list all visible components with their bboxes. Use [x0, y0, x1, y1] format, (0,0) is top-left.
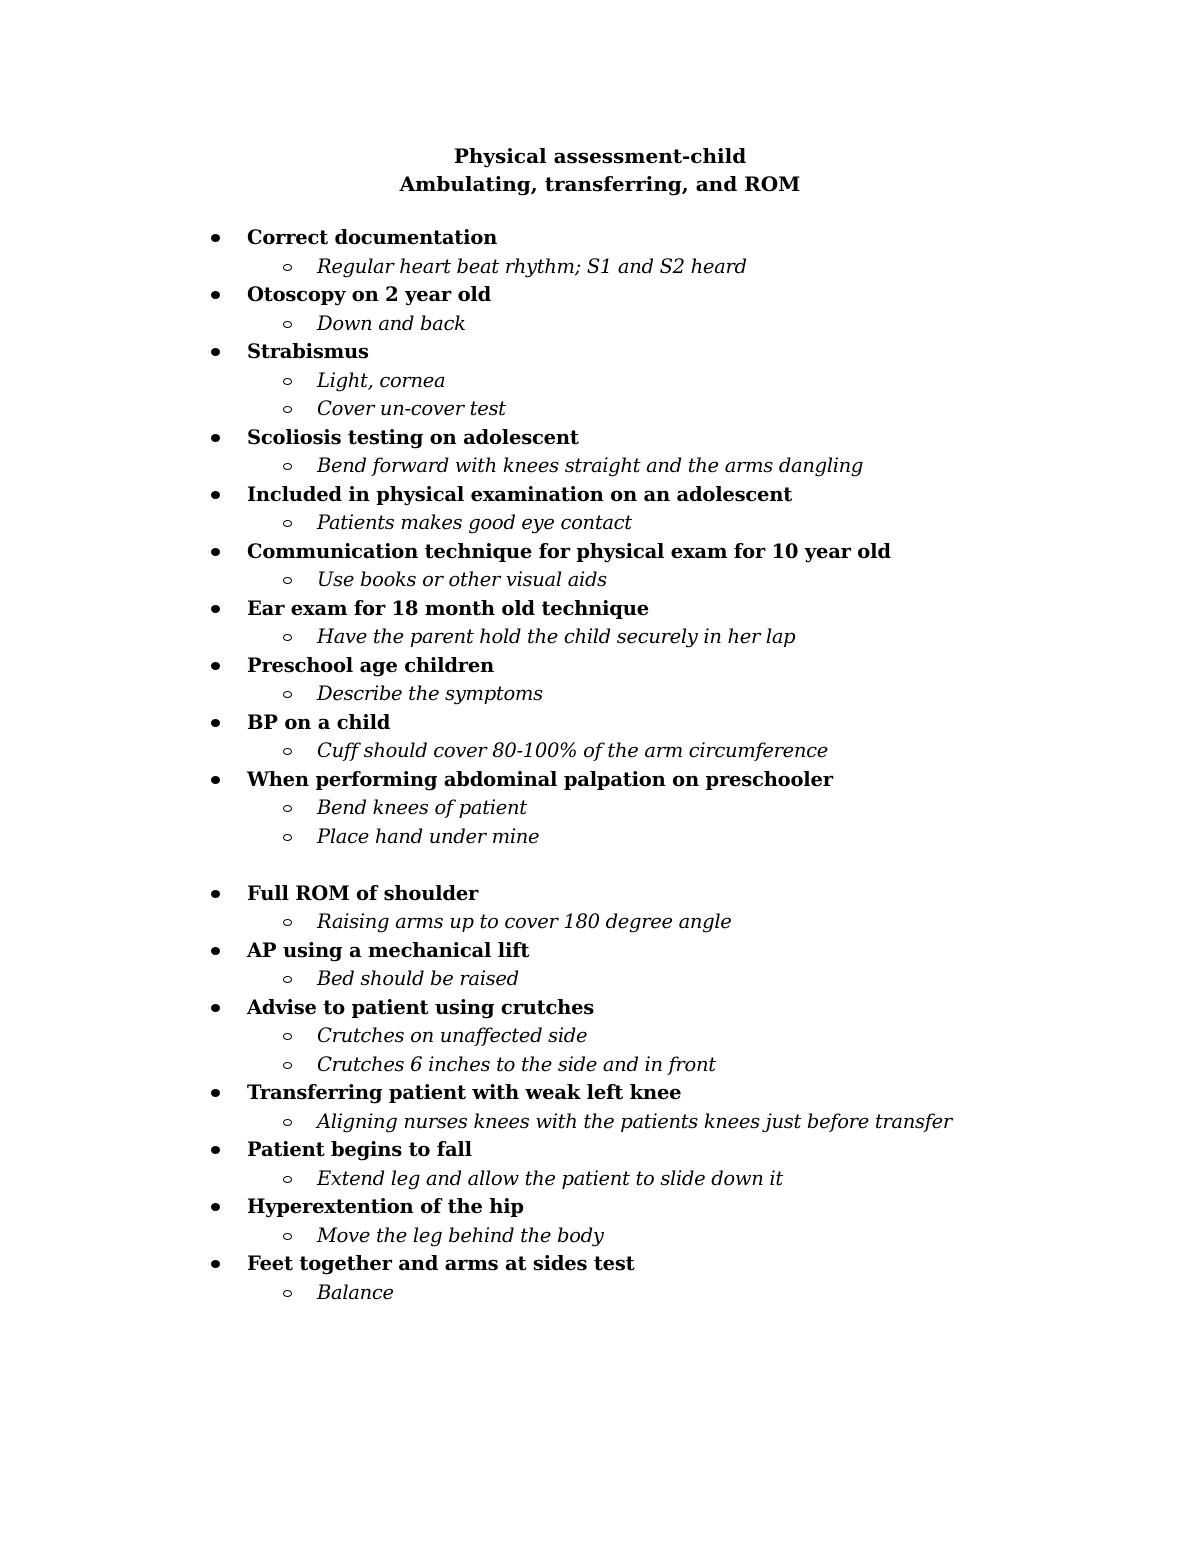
sub-list [0, 310, 1200, 339]
outline-item [0, 880, 1200, 937]
sub-list [0, 253, 1200, 282]
sub-item [0, 1279, 1200, 1308]
sub-item-label: Cover un-cover test [317, 397, 506, 420]
outline-item-heading [0, 1079, 1200, 1108]
outline-item-label: BP on a child [247, 710, 391, 734]
sub-item [0, 794, 1200, 823]
outline-item-label: AP using a mechanical lift [247, 938, 530, 962]
outline-item-label: When performing abdominal palpation on preschooler [247, 767, 833, 791]
sub-list [0, 509, 1200, 538]
bullet-icon [211, 1004, 220, 1012]
outline-item [0, 481, 1200, 538]
hollow-circle-bullet-icon [283, 634, 292, 641]
sub-list [0, 908, 1200, 937]
bullet-icon [211, 434, 220, 442]
outline-item [0, 709, 1200, 766]
sub-item [0, 1222, 1200, 1251]
hollow-circle-bullet-icon [283, 463, 292, 470]
outline-item [0, 937, 1200, 994]
sub-item-label: Have the parent hold the child securely in her lap [317, 625, 796, 648]
bullet-icon [211, 662, 220, 670]
sub-list [0, 737, 1200, 766]
hollow-circle-bullet-icon [283, 378, 292, 385]
sub-item [0, 310, 1200, 339]
sub-item [0, 680, 1200, 709]
sub-list [0, 1022, 1200, 1079]
outline-item [0, 281, 1200, 338]
outline-item-heading [0, 652, 1200, 681]
sub-item-label: Raising arms up to cover 180 degree angle [317, 910, 732, 933]
sub-item [0, 1022, 1200, 1051]
sub-item-label: Extend leg and allow the patient to slide down it [317, 1166, 783, 1190]
outline-item-label: Communication technique for physical exam for 10 year old [247, 539, 891, 563]
outline-item [0, 338, 1200, 424]
sub-list [0, 1108, 1200, 1137]
sub-item [0, 623, 1200, 652]
hollow-circle-bullet-icon [283, 577, 292, 584]
sub-item-label: Describe the symptoms [317, 682, 543, 705]
bullet-icon [211, 1203, 220, 1211]
outline-item [0, 595, 1200, 652]
outline-item-heading [0, 1193, 1200, 1222]
sub-item-label: Crutches on unaffected side [317, 1024, 588, 1047]
sub-list [0, 794, 1200, 851]
bullet-icon [211, 1146, 220, 1154]
bullet-icon [211, 234, 220, 242]
bullet-icon [211, 890, 220, 898]
sub-list [0, 965, 1200, 994]
hollow-circle-bullet-icon [283, 1033, 292, 1040]
outline-item-label: Scoliosis testing on adolescent [247, 425, 579, 449]
outline-item [0, 424, 1200, 481]
bullet-icon [211, 719, 220, 727]
outline-item-label: Full ROM of shoulder [247, 881, 479, 905]
bullet-icon [211, 776, 220, 784]
sub-item-label: Bend forward with knees straight and the arms dangling [317, 454, 864, 477]
hollow-circle-bullet-icon [283, 520, 292, 527]
outline-item-heading [0, 1136, 1200, 1165]
outline-item [0, 538, 1200, 595]
outline-item-label: Strabismus [247, 340, 369, 363]
sub-item [0, 566, 1200, 595]
outline-item-heading [0, 538, 1200, 567]
bullet-icon [211, 1260, 220, 1268]
sub-item [0, 1051, 1200, 1080]
hollow-circle-bullet-icon [283, 834, 292, 841]
sub-item-label: Bend knees of patient [317, 796, 527, 819]
outline-item [0, 1136, 1200, 1193]
outline-item-heading [0, 766, 1200, 795]
outline-item [0, 652, 1200, 709]
outline-item-heading [0, 338, 1200, 367]
sub-item-label: Down and back [317, 311, 466, 335]
sub-item [0, 737, 1200, 766]
bullet-icon [211, 1089, 220, 1097]
bullet-icon [211, 947, 220, 955]
hollow-circle-bullet-icon [283, 805, 292, 812]
sub-list [0, 680, 1200, 709]
bullet-icon [211, 291, 220, 299]
outline-item [0, 1250, 1200, 1307]
hollow-circle-bullet-icon [283, 406, 292, 413]
sub-item-label: Aligning nurses knees with the patients knees just before transfer [317, 1109, 952, 1133]
sub-item [0, 452, 1200, 481]
hollow-circle-bullet-icon [283, 748, 292, 755]
outline-item-heading [0, 937, 1200, 966]
outline-item-heading [0, 595, 1200, 624]
sub-item [0, 367, 1200, 396]
sub-item-label: Move the leg behind the body [317, 1223, 604, 1247]
outline-item-heading [0, 994, 1200, 1023]
hollow-circle-bullet-icon [283, 1062, 292, 1069]
outline-item-heading [0, 709, 1200, 738]
sub-item [0, 509, 1200, 538]
outline-item-label: Transferring patient with weak left knee [247, 1081, 682, 1104]
sub-item-label: Cuff should cover 80-100% of the arm circumference [317, 739, 828, 762]
sub-item [0, 908, 1200, 937]
outline-item-heading [0, 1250, 1200, 1279]
sub-list [0, 1222, 1200, 1251]
hollow-circle-bullet-icon [283, 1233, 292, 1240]
outline-item-heading [0, 880, 1200, 909]
bullet-icon [211, 348, 220, 356]
sub-item-label: Balance [317, 1280, 394, 1304]
sub-list [0, 566, 1200, 595]
bullet-icon [211, 548, 220, 556]
page-title: Physical assessment-child [453, 144, 747, 168]
hollow-circle-bullet-icon [283, 1290, 292, 1297]
sub-item [0, 1108, 1200, 1137]
section-spacer [0, 851, 1200, 880]
sub-list [0, 1165, 1200, 1194]
sub-list [0, 452, 1200, 481]
outline-item-heading [0, 481, 1200, 510]
hollow-circle-bullet-icon [283, 321, 292, 328]
outline-item [0, 994, 1200, 1080]
outline-item [0, 224, 1200, 281]
sub-list [0, 623, 1200, 652]
outline-item-label: Hyperextention of the hip [247, 1195, 524, 1218]
outline-item-label: Otoscopy on 2 year old [247, 283, 492, 306]
sub-item-label: Use books or other visual aids [317, 568, 607, 591]
outline-item-label: Correct documentation [247, 226, 498, 249]
hollow-circle-bullet-icon [283, 1176, 292, 1183]
bullet-icon [211, 491, 220, 499]
sub-item-label: Regular heart beat rhythm; S1 and S2 heard [317, 254, 747, 278]
outline-item-heading [0, 224, 1200, 253]
outline-item [0, 766, 1200, 852]
sub-item-label: Patients makes good eye contact [317, 511, 632, 534]
outline-item-label: Feet together and arms at sides test [247, 1252, 635, 1275]
outline-item-label: Preschool age children [247, 653, 495, 677]
outline-item-label: Included in physical examination on an adolescent [247, 482, 793, 506]
hollow-circle-bullet-icon [283, 976, 292, 983]
sub-item [0, 965, 1200, 994]
sub-item-label: Crutches 6 inches to the side and in front [317, 1052, 716, 1076]
title-block [0, 142, 1200, 198]
sub-item [0, 395, 1200, 424]
sub-item-label: Light, cornea [317, 368, 446, 392]
sub-item-label: Bed should be raised [317, 967, 519, 990]
sub-list [0, 1279, 1200, 1308]
outline-item-label: Patient begins to fall [247, 1138, 472, 1161]
outline-item-label: Ear exam for 18 month old technique [247, 596, 649, 620]
outline-item [0, 1193, 1200, 1250]
sub-item-label: Place hand under mine [317, 824, 540, 848]
sub-item [0, 1165, 1200, 1194]
assessment-outline [0, 224, 1200, 1307]
hollow-circle-bullet-icon [283, 264, 292, 271]
page-subtitle: Ambulating, transferring, and ROM [399, 172, 801, 196]
bullet-icon [211, 605, 220, 613]
sub-item [0, 823, 1200, 852]
outline-item-heading [0, 424, 1200, 453]
outline-item [0, 1079, 1200, 1136]
outline-item-heading [0, 281, 1200, 310]
outline-item-label: Advise to patient using crutches [247, 995, 595, 1019]
sub-list [0, 367, 1200, 424]
hollow-circle-bullet-icon [283, 1119, 292, 1126]
hollow-circle-bullet-icon [283, 691, 292, 698]
sub-item [0, 253, 1200, 282]
hollow-circle-bullet-icon [283, 919, 292, 926]
